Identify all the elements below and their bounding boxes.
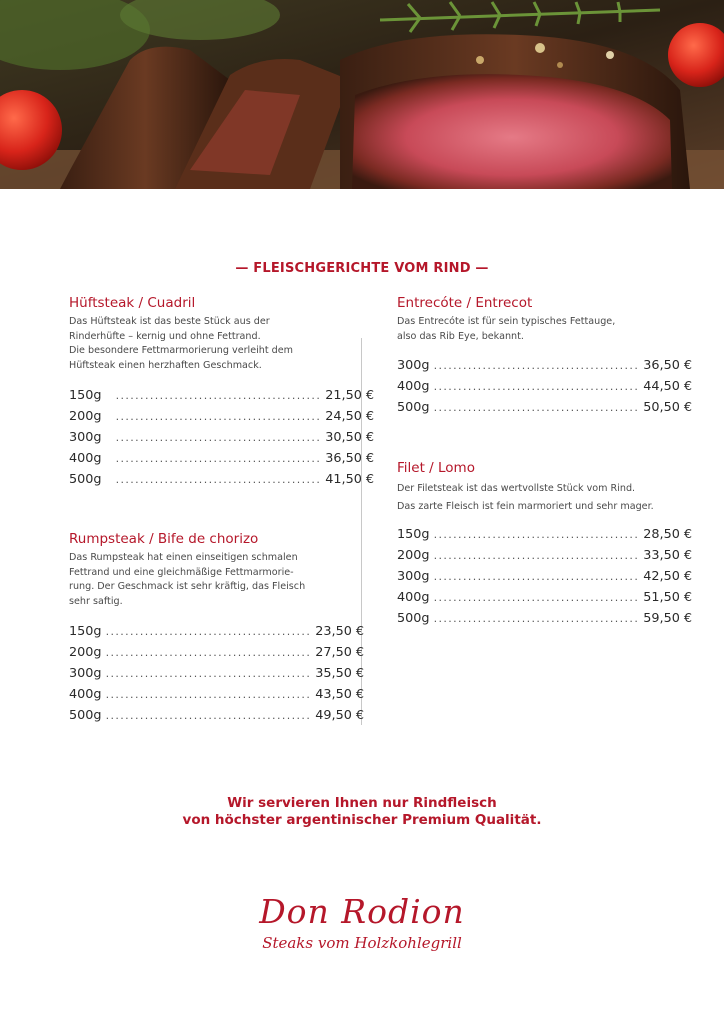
leader-dots: .......................................... [105, 667, 312, 680]
dish-description-line: sehr saftig. [69, 595, 123, 607]
weight: 500g [69, 708, 102, 723]
dish-description-line: rung. Der Geschmack ist sehr kräftig, das Fleisch [69, 581, 306, 593]
section-title: — FLEISCHGERICHTE VOM RIND — [235, 261, 489, 276]
price-row [69, 409, 375, 430]
dish-description-line: Der Filetsteak ist das wertvollste Stück vom Rind. [397, 483, 636, 494]
dish-description-line: Das Entrecóte ist für sein typisches Fettauge, [397, 316, 616, 327]
dish-description-line: Rinderhüfte – kernig und ohne Fettrand. [69, 330, 261, 342]
weight: 300g [397, 569, 430, 584]
price-row [69, 430, 375, 451]
weight: 400g [69, 687, 102, 702]
price-row [397, 527, 693, 548]
dish-title: Rumpsteak / Bife de chorizo [69, 531, 259, 547]
price-row [397, 400, 693, 421]
leader-dots: .......................................... [105, 646, 312, 659]
weight: 500g [397, 611, 430, 626]
leader-dots: .......................................... [105, 709, 312, 722]
price-row [397, 358, 693, 379]
dish-huftsteak [69, 294, 375, 487]
leader-dots: .......................................... [433, 612, 640, 625]
hero-steak-image [0, 0, 724, 189]
price-row [69, 708, 365, 729]
leader-dots: .......................................... [433, 380, 640, 393]
dish-description-line: Die besondere Fettmarmorierung verleiht dem [69, 345, 294, 357]
price: 59,50 € [643, 611, 693, 626]
weight: 300g [397, 358, 430, 373]
price-list [69, 624, 365, 729]
weight: 300g [69, 430, 102, 445]
dish-description-line: Das Rumpsteak hat einen einseitigen schmalen [69, 552, 298, 563]
claim-line-2: von höchster argentinischer Premium Qualität. [182, 812, 542, 828]
leader-dots: .......................................... [433, 359, 640, 372]
price-list [397, 527, 693, 632]
weight: 150g [397, 527, 430, 542]
price: 41,50 € [325, 472, 375, 487]
weight: 150g [69, 388, 102, 403]
price: 28,50 € [643, 527, 693, 542]
price: 51,50 € [643, 590, 693, 605]
dish-description-line: Fettrand und eine gleichmäßige Fettmarmorie- [69, 566, 294, 578]
price-row [397, 379, 693, 400]
weight: 400g [397, 590, 430, 605]
dish-description-line: Das Hüftsteak ist das beste Stück aus der [69, 316, 270, 327]
brand-tagline: Steaks vom Holzkohlegrill [262, 934, 462, 952]
leader-dots: .......................................... [433, 570, 640, 583]
price-row [69, 645, 365, 666]
price-row [69, 388, 375, 409]
weight: 300g [69, 666, 102, 681]
dish-entrecote [397, 294, 693, 415]
price: 30,50 € [325, 430, 375, 445]
price: 50,50 € [643, 400, 693, 415]
price: 43,50 € [315, 687, 365, 702]
price-row [69, 472, 375, 493]
price-row [69, 451, 375, 472]
price-row [397, 611, 693, 632]
dish-description-line: Das zarte Fleisch ist fein marmoriert und sehr mager. [397, 501, 654, 512]
leader-dots: .......................................... [115, 389, 322, 402]
dish-rumpsteak [69, 530, 365, 723]
leader-dots: .......................................... [433, 591, 640, 604]
weight: 200g [69, 409, 102, 424]
price-row [397, 569, 693, 590]
price-list [397, 358, 693, 421]
dish-filet [397, 459, 693, 626]
price-row [397, 548, 693, 569]
leader-dots: .......................................... [115, 452, 322, 465]
price: 36,50 € [325, 451, 375, 466]
price-row [69, 687, 365, 708]
price: 44,50 € [643, 379, 693, 394]
price-row [397, 590, 693, 611]
brand-logo [0, 890, 724, 952]
dish-description-line: Hüftsteak einen herzhaften Geschmack. [69, 359, 262, 371]
price-row [69, 624, 365, 645]
leader-dots: .......................................... [105, 625, 312, 638]
price: 23,50 € [315, 624, 365, 639]
claim-line-1: Wir servieren Ihnen nur Rindfleisch [227, 795, 497, 811]
price: 42,50 € [643, 569, 693, 584]
weight: 400g [69, 451, 102, 466]
weight: 200g [397, 548, 430, 563]
weight: 500g [397, 400, 430, 415]
dish-title: Entrecóte / Entrecot [397, 295, 533, 311]
price: 33,50 € [643, 548, 693, 563]
price: 24,50 € [325, 409, 375, 424]
quality-claim [0, 795, 724, 829]
brand-name: Don Rodion [259, 892, 465, 931]
dish-description-line: also das Rib Eye, bekannt. [397, 330, 524, 342]
weight: 500g [69, 472, 102, 487]
leader-dots: .......................................... [433, 549, 640, 562]
price: 35,50 € [315, 666, 365, 681]
leader-dots: .......................................... [115, 473, 322, 486]
price: 49,50 € [315, 708, 365, 723]
price-row [69, 666, 365, 687]
price-list [69, 388, 375, 493]
dish-title: Hüftsteak / Cuadril [69, 295, 196, 311]
leader-dots: .......................................... [115, 431, 322, 444]
weight: 400g [397, 379, 430, 394]
dish-title: Filet / Lomo [397, 460, 475, 476]
price: 27,50 € [315, 645, 365, 660]
leader-dots: .......................................... [115, 410, 322, 423]
weight: 200g [69, 645, 102, 660]
leader-dots: .......................................... [105, 688, 312, 701]
weight: 150g [69, 624, 102, 639]
price: 21,50 € [325, 388, 375, 403]
leader-dots: .......................................... [433, 401, 640, 414]
price: 36,50 € [643, 358, 693, 373]
leader-dots: .......................................... [433, 528, 640, 541]
